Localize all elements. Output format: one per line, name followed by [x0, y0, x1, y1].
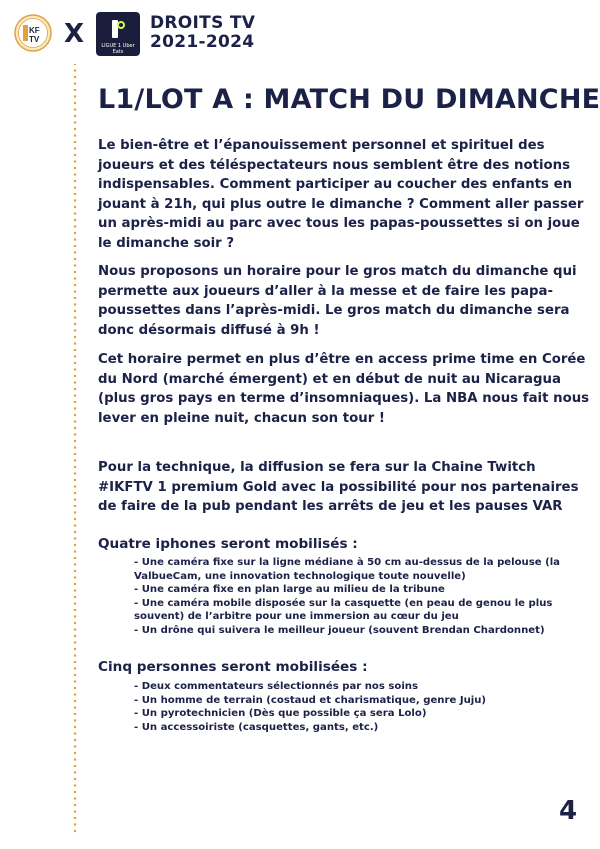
header-title [150, 14, 255, 52]
ikf-tv-logo [14, 14, 52, 52]
paragraph-intro: Le bien-être et l’épanouissement personnel et spirituel des joueurs et des téléspectateurs nous semblent être des notions indispensables. Comment participer au coucher des enfants en jouant à 21h, qui plus outre le dimanche ? Comment aller passer un après-midi au parc avec tous les papas-poussettes si on joue le dimanche soir ? [98, 138, 584, 251]
header-title-line2: 2021-2024 [150, 32, 255, 52]
list-item: - Une caméra fixe en plan large au milieu de la tribune [134, 584, 445, 595]
times-sign: X [64, 19, 85, 49]
page-number: 4 [559, 796, 578, 826]
paragraph-technique: Pour la technique, la diffusion se fera sur la Chaine Twitch #IKFTV 1 premium Gold avec la possibilité pour nos partenaires de faire de la pub pendant les arrêts de jeu et les pauses VAR [98, 460, 579, 514]
iphones-heading: Quatre iphones seront mobilisés : [98, 536, 358, 552]
ligue1-logo [96, 12, 140, 56]
list-item: - Une caméra mobile disposée sur la casquette (en peau de genou le plus souvent) de l’arbitre pour une immersion au cœur du jeu [134, 597, 553, 622]
people-list [134, 680, 586, 734]
svg-text:KF: KF [29, 26, 40, 35]
header-title-line1: DROITS TV [150, 13, 256, 33]
header [0, 0, 600, 70]
list-item: - Une caméra fixe sur la ligne médiane à 50 cm au-dessus de la pelouse (la ValbueCam, une innovation technologique toute nouvelle) [134, 557, 560, 582]
ligue1-mark-icon [109, 19, 127, 39]
iphones-list [134, 556, 586, 637]
dotted-divider [72, 64, 78, 834]
list-item: - Deux commentateurs sélectionnés par nos soins [134, 681, 418, 692]
list-item: - Un accessoiriste (casquettes, gants, etc.) [134, 721, 379, 733]
ligue1-logo-text: LIGUE 1 Uber Eats [101, 43, 135, 55]
list-item: - Un homme de terrain (costaud et charismatique, genre Juju) [134, 694, 487, 706]
page-title: L1/LOT A : MATCH DU DIMANCHE [98, 84, 600, 115]
list-item: - Un drône qui suivera le meilleur joueur (souvent Brendan Chardonnet) [134, 624, 545, 636]
paragraph-proposal: Nous proposons un horaire pour le gros match du dimanche qui permette aux joueurs d’aller à la messe et de faire les papa-poussettes dans l’après-midi. Le gros match du dimanche sera donc désormais diffusé à 9h ! [98, 264, 577, 338]
list-item: - Un pyrotechnicien (Dès que possible ça sera Lolo) [134, 708, 427, 719]
paragraph-prime-time: Cet horaire permet en plus d’être en access prime time en Corée du Nord (marché émergent) et en début de nuit au Nicaragua (plus gros pays en terme d’insomniaques). La NBA nous fait nous lever en pleine nuit, chacun son tour ! [98, 352, 590, 426]
people-heading: Cinq personnes seront mobilisées : [98, 659, 368, 675]
svg-text:TV: TV [29, 35, 40, 44]
